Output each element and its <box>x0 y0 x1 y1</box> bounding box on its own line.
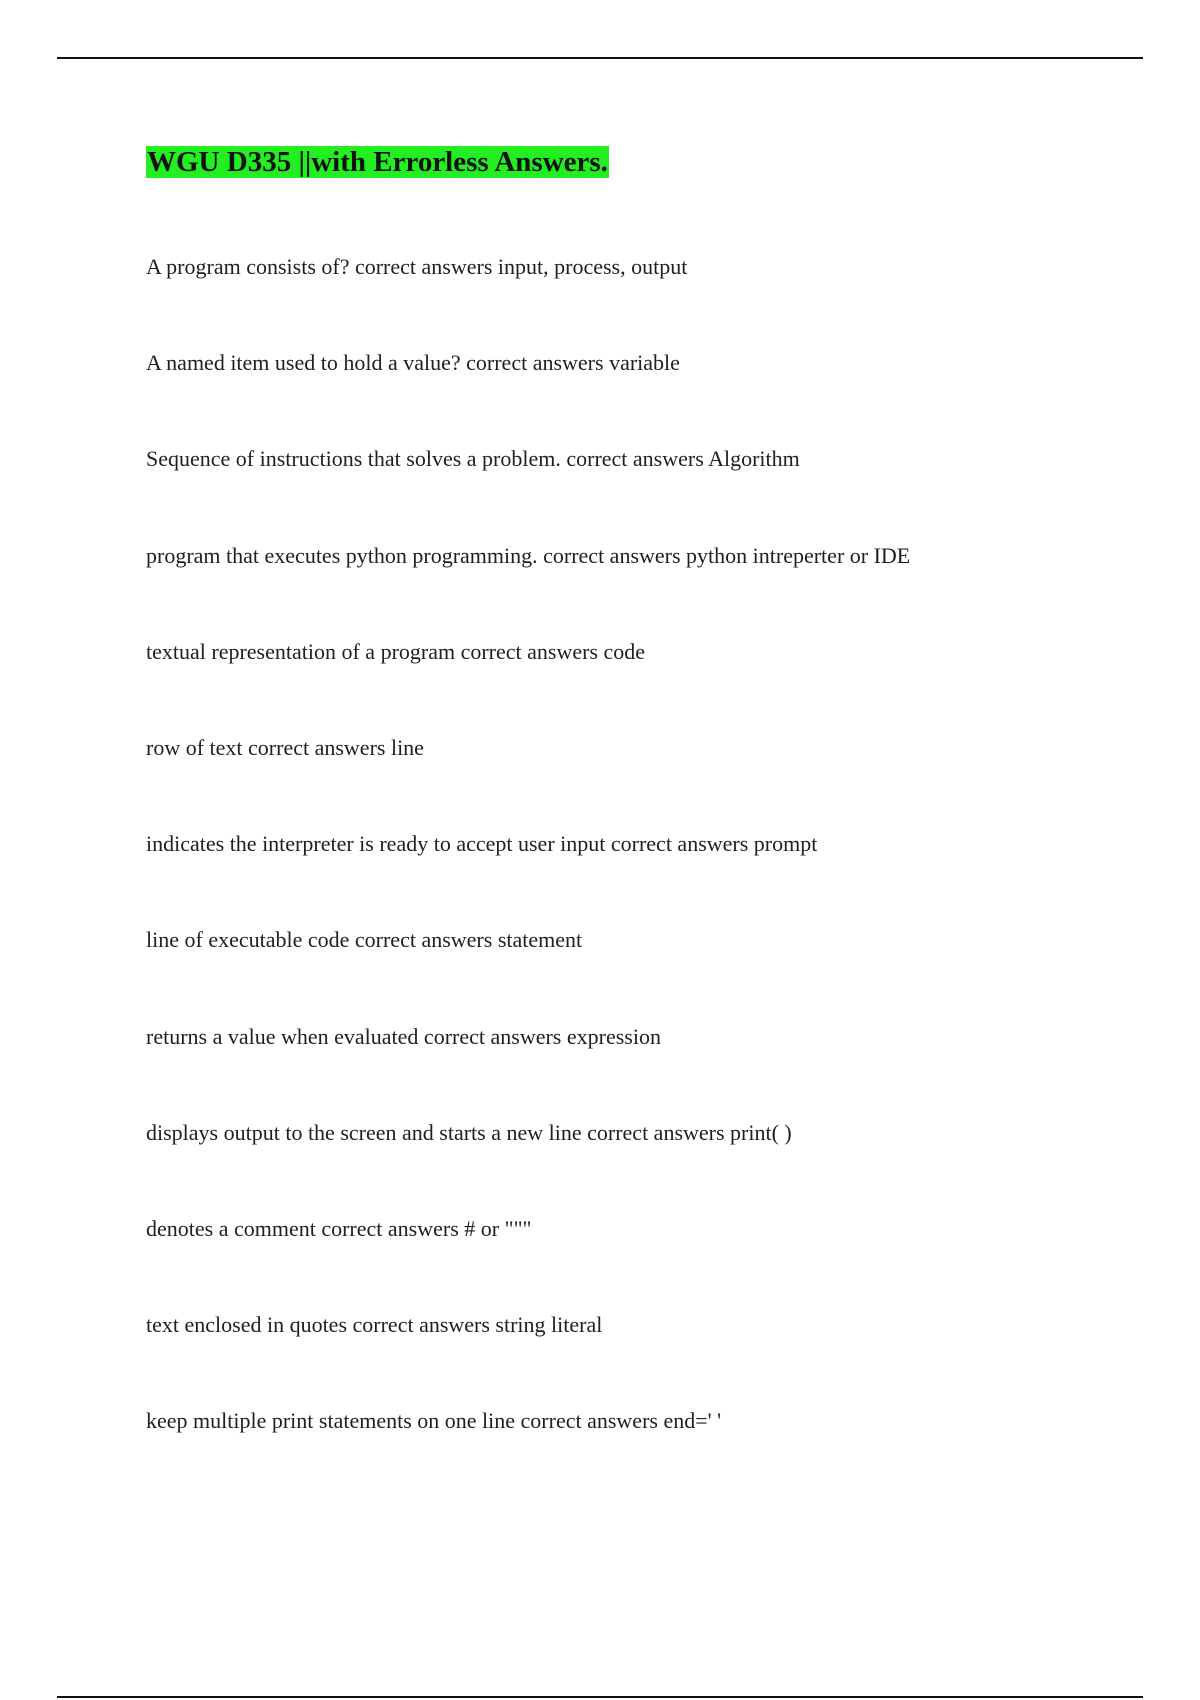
qa-item: keep multiple print statements on one line correct answers end=' ' <box>146 1408 722 1434</box>
bottom-rule <box>57 1696 1143 1698</box>
qa-list <box>146 252 910 1502</box>
qa-item: displays output to the screen and starts a new line correct answers print( ) <box>146 1119 792 1145</box>
top-rule <box>57 57 1143 59</box>
qa-item: denotes a comment correct answers # or """ <box>146 1215 532 1241</box>
qa-item: Sequence of instructions that solves a problem. correct answers Algorithm <box>146 446 800 472</box>
document-title-text: WGU D335 ||with Errorless Answers. <box>147 146 608 178</box>
qa-item: indicates the interpreter is ready to accept user input correct answers prompt <box>146 831 818 857</box>
qa-item: program that executes python programming. correct answers python intreperter or IDE <box>146 542 911 568</box>
qa-item: textual representation of a program correct answers code <box>146 638 646 664</box>
qa-item: A program consists of? correct answers input, process, output <box>146 254 688 279</box>
qa-item: text enclosed in quotes correct answers string literal <box>146 1312 603 1338</box>
qa-item: A named item used to hold a value? correct answers variable <box>146 350 680 376</box>
qa-item: row of text correct answers line <box>146 734 424 760</box>
qa-item: returns a value when evaluated correct answers expression <box>146 1023 661 1049</box>
qa-item: line of executable code correct answers statement <box>146 927 583 953</box>
document-title <box>146 145 609 179</box>
